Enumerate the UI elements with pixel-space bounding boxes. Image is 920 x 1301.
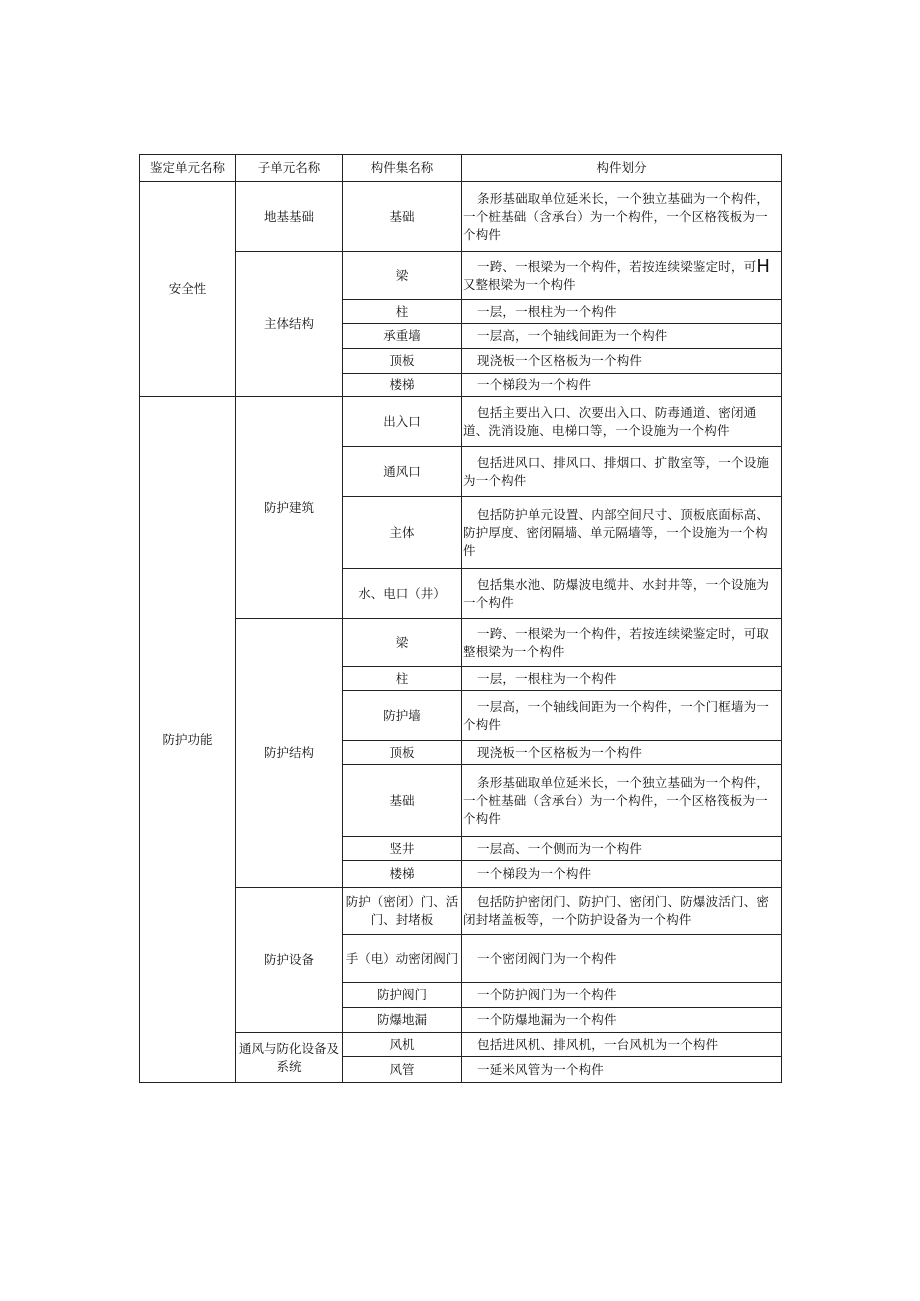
component-division: 一跨、一根梁为一个构件，若按连续梁鉴定时，可取整根梁为一个构件 [462,619,782,667]
component-division: 一层，一根柱为一个构件 [462,300,782,324]
component-division: 一个防爆地漏为一个构件 [462,1008,782,1033]
component-set: 风管 [343,1057,462,1083]
component-set: 顶板 [343,741,462,765]
table-row [140,888,782,935]
component-set: 楼梯 [343,861,462,888]
subunit-protective-structure: 防护结构 [236,619,343,888]
component-division: 一层高，一个轴线间距为一个构件 [462,324,782,349]
component-set: 防护（密闭）门、活门、封堵板 [343,888,462,935]
component-division: 包括主要出入口、次要出入口、防毒通道、密闭通道、洗消设施、电梯口等，一个设施为一个构件 [462,397,782,447]
table-row [140,1033,782,1057]
component-division: 一个密闭阀门为一个构件 [462,935,782,983]
component-set: 防爆地漏 [343,1008,462,1033]
unit-safety: 安全性 [140,182,236,397]
table-row [140,252,782,300]
component-set: 梁 [343,619,462,667]
subunit-ventilation: 通风与防化设备及系统 [236,1033,343,1083]
subunit-main-structure: 主体结构 [236,252,343,397]
component-division: 一延米风管为一个构件 [462,1057,782,1083]
subunit-protective-building: 防护建筑 [236,397,343,619]
header-component-division: 构件划分 [462,155,782,182]
component-division-table [139,154,782,1083]
component-set: 柱 [343,667,462,691]
component-set: 手（电）动密闭阀门 [343,935,462,983]
header-subunit: 子单元名称 [236,155,343,182]
component-set: 出入口 [343,397,462,447]
subunit-protective-equipment: 防护设备 [236,888,343,1033]
component-set: 防护阀门 [343,983,462,1008]
component-set: 通风口 [343,447,462,497]
header-component-set: 构件集名称 [343,155,462,182]
component-set: 竖井 [343,837,462,861]
component-division: 包括进风机、排风机，一台风机为一个构件 [462,1033,782,1057]
component-set: 风机 [343,1033,462,1057]
table-row [140,397,782,447]
component-set: 楼梯 [343,374,462,397]
component-set: 基础 [343,765,462,837]
component-division: 包括防护单元设置、内部空间尺寸、顶板底面标高、防护厚度、密闭隔墙、单元隔墙等，一个设施为一个构件 [462,497,782,569]
component-set: 主体 [343,497,462,569]
header-unit: 鉴定单元名称 [140,155,236,182]
component-division: 现浇板一个区格板为一个构件 [462,741,782,765]
component-division: 条形基础取单位延米长，一个独立基础为一个构件，一个桩基础（含承台）为一个构件，一个区格筏板为一个构件 [462,182,782,252]
component-division: 包括防护密闭门、防护门、密闭门、防爆波活门、密闭封堵盖板等，一个防护设备为一个构件 [462,888,782,935]
unit-protection: 防护功能 [140,397,236,1083]
component-set: 顶板 [343,349,462,374]
table-row [140,619,782,667]
component-division: 一个梯段为一个构件 [462,374,782,397]
stray-mark: H [756,256,771,277]
component-set: 水、电口（井） [343,569,462,619]
subunit-foundation: 地基基础 [236,182,343,252]
component-set: 基础 [343,182,462,252]
component-division: 一个防护阀门为一个构件 [462,983,782,1008]
component-set: 承重墙 [343,324,462,349]
component-division: 条形基础取单位延米长，一个独立基础为一个构件，一个桩基础（含承台）为一个构件，一个区格筏板为一个构件 [462,765,782,837]
component-division: 包括集水池、防爆波电缆井、水封井等，一个设施为一个构件 [462,569,782,619]
component-set: 防护墙 [343,691,462,741]
component-division: 包括进风口、排风口、排烟口、扩散室等，一个设施为一个构件 [462,447,782,497]
table-row [140,182,782,252]
header-row [140,155,782,182]
component-division: 一层高、一个侧而为一个构件 [462,837,782,861]
component-division: 现浇板一个区格板为一个构件 [462,349,782,374]
component-set: 柱 [343,300,462,324]
component-division: 一层，一根柱为一个构件 [462,667,782,691]
component-division: 一层高，一个轴线间距为一个构件，一个门框墙为一个构件 [462,691,782,741]
component-set: 梁 [343,252,462,300]
component-division: 一个梯段为一个构件 [462,861,782,888]
component-division: 一跨、一根梁为一个构件，若按连续梁鉴定时，可H 又整根梁为一个构件 [462,252,782,300]
